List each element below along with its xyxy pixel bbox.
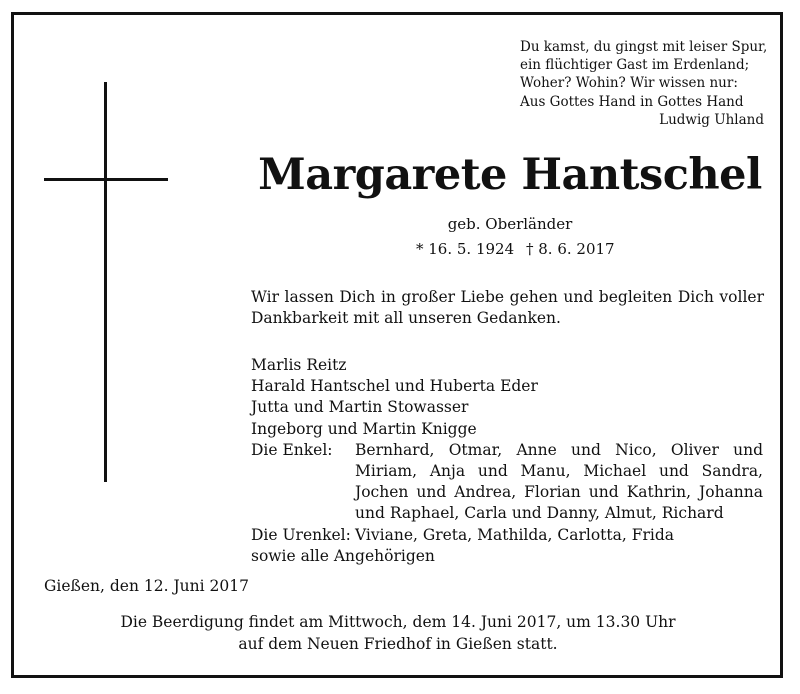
mourner-name: Harald Hantschel und Huberta Eder (251, 377, 538, 396)
mourner-name: Ingeborg und Martin Knigge (251, 419, 477, 438)
poem-block (520, 38, 770, 129)
poem-line: Aus Gottes Hand in Gottes Hand (520, 93, 744, 110)
funeral-notice (50, 612, 746, 655)
grandchildren-group (251, 440, 771, 525)
great-grandchildren-group (251, 525, 771, 546)
poem-line: Woher? Wohin? Wir wissen nur: (520, 75, 738, 92)
mourner-name: Jutta und Martin Stowasser (251, 398, 469, 417)
mourner-name: Marlis Reitz (251, 356, 347, 374)
great-grandchildren-label: Die Urenkel: (251, 525, 351, 544)
birth-date: * 16. 5. 1924 (416, 240, 515, 258)
grandchildren-names: Bernhard, Otmar, Anne und Nico, Oliver und Miriam, Anja und Manu, Michael und Sandra, Jochen und Andrea, Florian und Kathrin, Johanna und Raphael, Carla und Danny, Almut, Richard (355, 440, 763, 523)
place-and-date: Gießen, den 12. Juni 2017 (44, 577, 249, 595)
poem-author: Ludwig Uhland (659, 111, 764, 128)
birth-name: geb. Oberländer (447, 215, 573, 233)
grandchildren-label: Die Enkel: (251, 440, 333, 459)
cross-vertical-bar (104, 82, 107, 482)
funeral-line-2: auf dem Neuen Friedhof in Gießen statt. (238, 634, 558, 653)
poem-line: ein flüchtiger Gast im Erdenland; (520, 57, 750, 74)
poem-line: Du kamst, du gingst mit leiser Spur, (520, 39, 768, 55)
deceased-name: Margarete Hantschel (258, 150, 762, 200)
funeral-line-1: Die Beerdigung findet am Mittwoch, dem 14. Juni 2017, um 13.30 Uhr (120, 613, 676, 631)
cross-horizontal-bar (44, 178, 168, 181)
death-date: † 8. 6. 2017 (526, 240, 615, 258)
great-grandchildren-names: Viviane, Greta, Mathilda, Carlotta, Frida (355, 525, 675, 544)
relatives-closing: sowie alle Angehörigen (251, 546, 435, 565)
mourners-list (251, 355, 771, 567)
farewell-text: Wir lassen Dich in großer Liebe gehen und begleiten Dich voller Dankbarkeit mit all unseren Gedanken. (251, 288, 764, 327)
